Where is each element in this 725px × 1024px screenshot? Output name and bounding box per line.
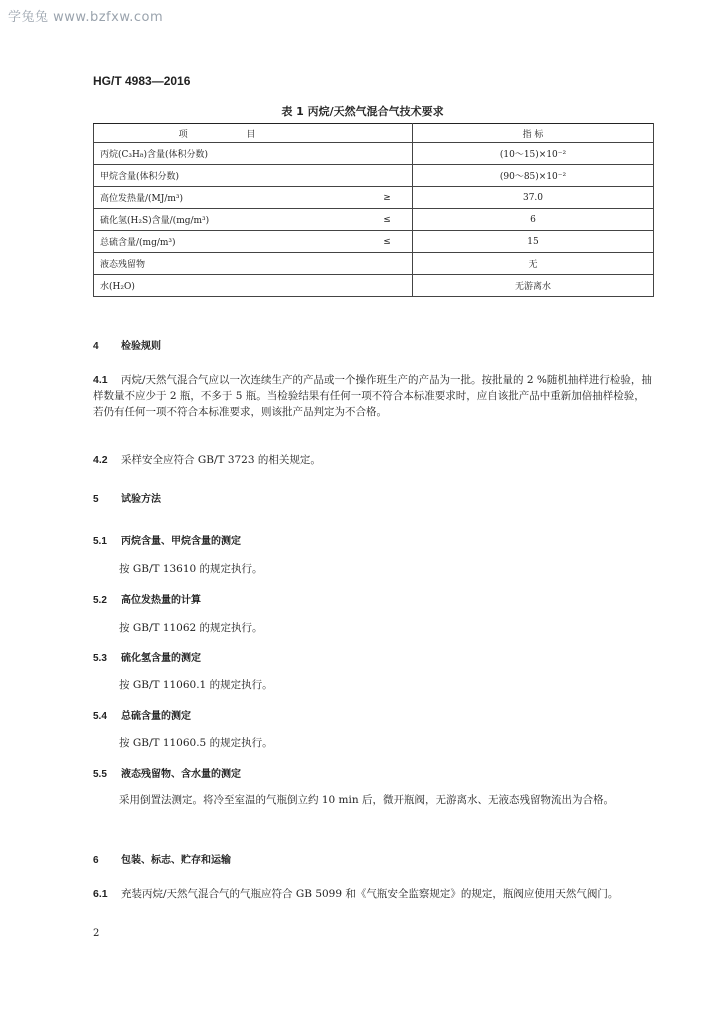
table-row [94, 275, 654, 297]
clause-5-4-text: 按 GB/T 11060.5 的规定执行。 [119, 737, 273, 749]
clause-number: 4.1 [93, 374, 108, 386]
section-title: 包装、标志、贮存和运输 [121, 855, 231, 866]
spec-table [93, 123, 654, 297]
clause-text: 充装丙烷/天然气混合气的气瓶应符合 GB 5099 和《气瓶安全监察规定》的规定，瓶阀应使用天然气阀门。 [121, 888, 619, 900]
row-value: 15 [413, 231, 654, 253]
row-item: 水(H₂O) [94, 275, 363, 297]
clause-5-3-heading [93, 649, 201, 664]
row-item: 总硫含量/(mg/m³) [94, 231, 363, 253]
header-item: 项 目 [94, 124, 363, 143]
clause-number: 5.3 [93, 653, 107, 664]
watermark: 学兔兔 www.bzfxw.com [8, 10, 164, 25]
row-symbol: ≤ [362, 231, 413, 253]
row-value: (10～15)×10⁻² [413, 143, 654, 165]
clause-5-1-heading [93, 532, 241, 547]
section-number: 4 [93, 341, 99, 352]
table-title: 表 1 丙烷/天然气混合气技术要求 [281, 105, 444, 118]
row-symbol: ≥ [362, 187, 413, 209]
clause-number: 5.2 [93, 595, 107, 606]
row-item: 高位发热量/(MJ/m³) [94, 187, 363, 209]
clause-5-5-heading [93, 765, 241, 780]
table-row [94, 187, 654, 209]
clause-4-2 [93, 452, 655, 468]
clause-title: 高位发热量的计算 [121, 595, 201, 606]
row-symbol: ≤ [362, 209, 413, 231]
clause-6-1 [93, 886, 655, 902]
clause-title: 丙烷含量、甲烷含量的测定 [121, 536, 241, 547]
clause-5-3-text: 按 GB/T 11060.1 的规定执行。 [119, 679, 273, 691]
clause-text: 丙烷/天然气混合气应以一次连续生产的产品或一个操作班生产的产品为一批。按批量的 2 %随机抽样进行检验，抽样数量不应少于 2 瓶，不多于 5 瓶。当检验结果有任何一项不符合本标准要求时，应自该批产品中重新加倍抽样检验，若仍有任何一项不符合本标准要求，则该批产品判定为不合格。 [93, 374, 652, 418]
section-title: 试验方法 [121, 494, 161, 505]
clause-text: 采样安全应符合 GB/T 3723 的相关规定。 [121, 454, 321, 466]
clause-5-2-text: 按 GB/T 11062 的规定执行。 [119, 622, 263, 634]
section-number: 6 [93, 855, 99, 866]
section-title: 检验规则 [121, 341, 161, 352]
clause-number: 5.4 [93, 711, 107, 722]
clause-number: 5.5 [93, 769, 107, 780]
section-5-heading [93, 490, 161, 505]
section-4-heading [93, 337, 161, 352]
clause-5-5-text: 采用倒置法测定。将冷至室温的气瓶倒立约 10 min 后，微开瓶阀，无游离水、无液态残留物流出为合格。 [119, 794, 614, 806]
clause-title: 总硫含量的测定 [121, 711, 191, 722]
section-6-heading [93, 851, 231, 866]
clause-title: 液态残留物、含水量的测定 [121, 769, 241, 780]
clause-5-2-heading [93, 591, 201, 606]
table-row [94, 253, 654, 275]
row-value: (90～85)×10⁻² [413, 165, 654, 187]
row-symbol [362, 165, 413, 187]
row-symbol [362, 275, 413, 297]
section-number: 5 [93, 494, 99, 505]
row-symbol [362, 253, 413, 275]
page-number: 2 [93, 928, 100, 939]
table-header-row [94, 124, 654, 143]
row-value: 无游离水 [413, 275, 654, 297]
standard-code: HG/T 4983—2016 [93, 74, 191, 88]
clause-number: 5.1 [93, 536, 107, 547]
header-symbol [362, 124, 413, 143]
table-row [94, 143, 654, 165]
row-item: 硫化氢(H₂S)含量/(mg/m³) [94, 209, 363, 231]
clause-number: 6.1 [93, 888, 108, 900]
clause-5-4-heading [93, 707, 191, 722]
row-symbol [362, 143, 413, 165]
row-item: 甲烷含量(体积分数) [94, 165, 363, 187]
table-row [94, 231, 654, 253]
clause-5-1-text: 按 GB/T 13610 的规定执行。 [119, 563, 263, 575]
row-item: 液态残留物 [94, 253, 363, 275]
row-value: 37.0 [413, 187, 654, 209]
clause-number: 4.2 [93, 454, 108, 466]
row-item: 丙烷(C₃H₈)含量(体积分数) [94, 143, 363, 165]
row-value: 6 [413, 209, 654, 231]
row-value: 无 [413, 253, 654, 275]
clause-4-1 [93, 372, 655, 420]
header-value: 指 标 [413, 124, 654, 143]
clause-title: 硫化氢含量的测定 [121, 653, 201, 664]
table-row [94, 165, 654, 187]
table-row [94, 209, 654, 231]
